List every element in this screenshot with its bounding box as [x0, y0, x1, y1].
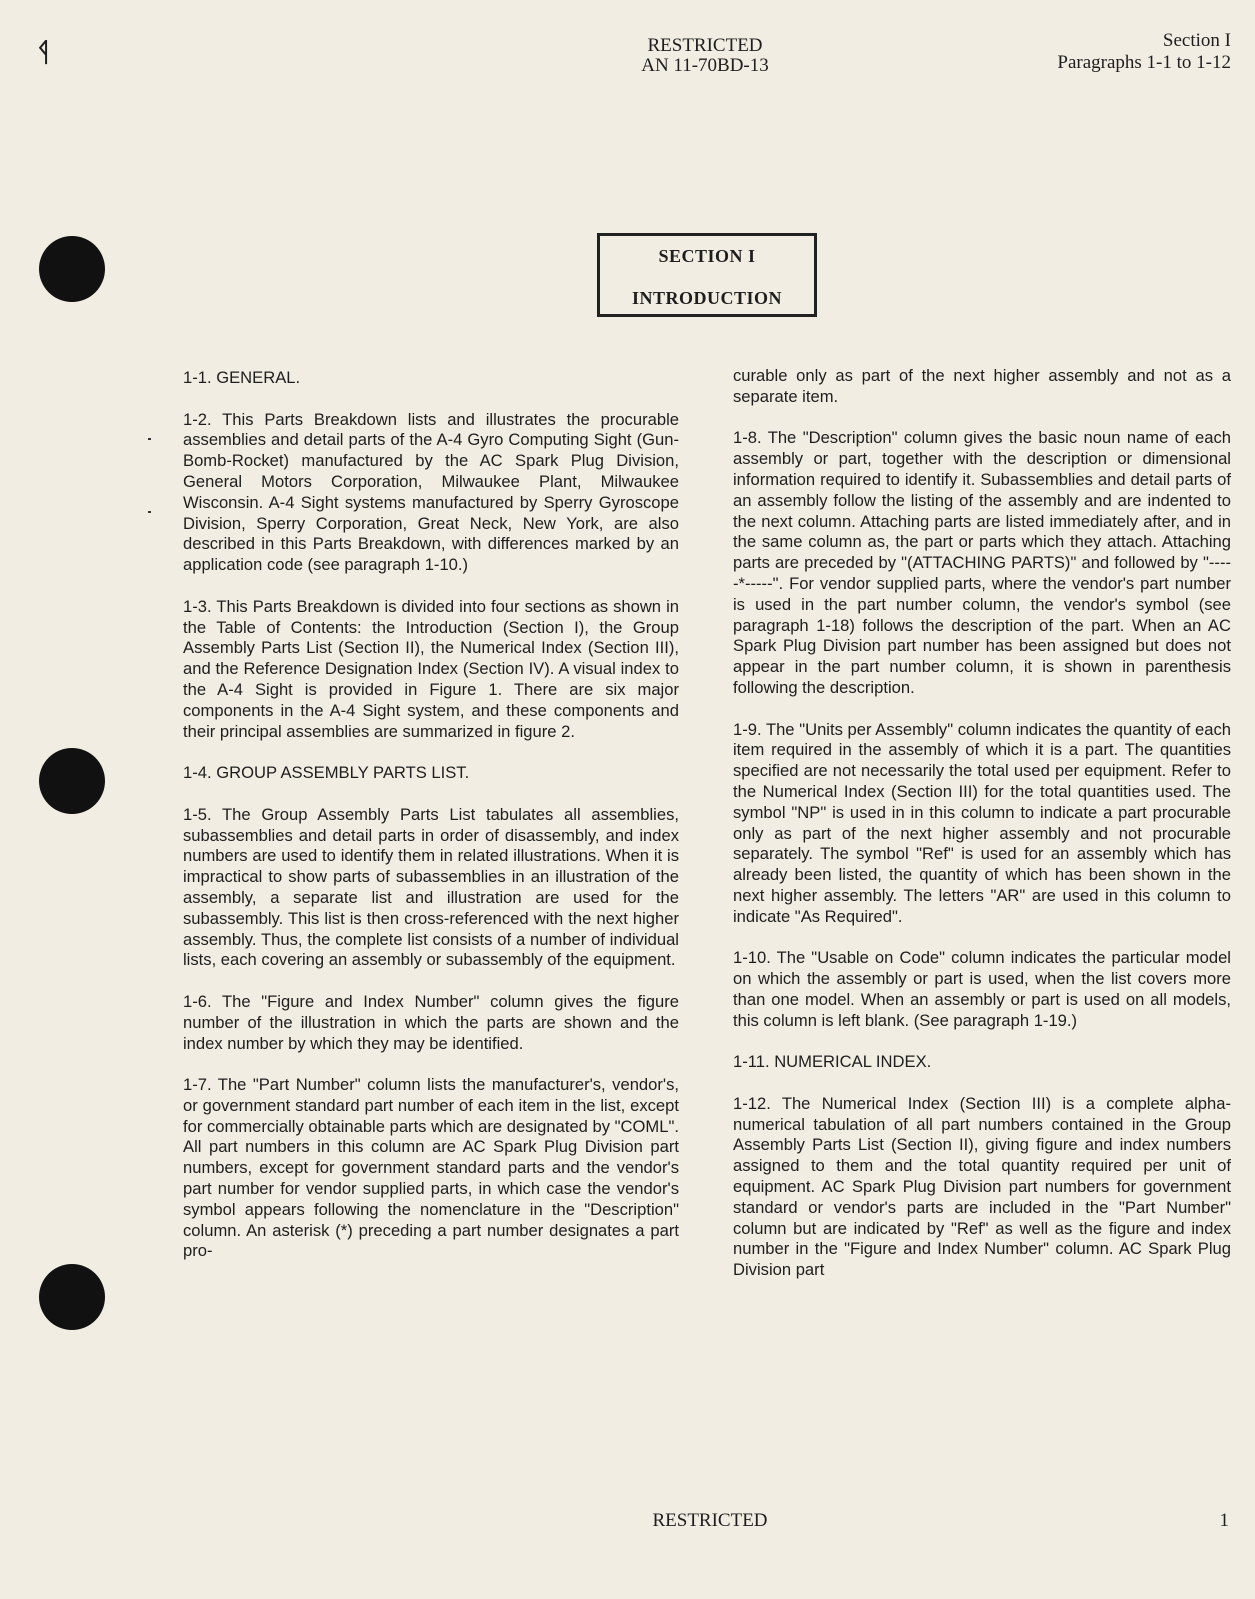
paragraph: 1-5. The Group Assembly Parts List tabulates all assemblies, subassemblies and detail parts in order of disassembly, and index numbers are used to identify them in related illustrations. When it is impractical to show parts of subassemblies in an illustration of the assembly, a separate list and illustration are used for the subassembly. This list is then cross-referenced with the next higher assembly. Thus, the complete list consists of a number of individual lists, each covering an assembly or subassembly of the equipment.: [183, 804, 679, 970]
margin-mark: [148, 438, 151, 440]
binder-hole-top: [39, 236, 105, 302]
header-paragraphs-label: Paragraphs 1-1 to 1-12: [1057, 52, 1231, 73]
corner-mark: ᛩ: [36, 38, 52, 67]
paragraph: 1-12. The Numerical Index (Section III) is a complete alpha-numerical tabulation of all part numbers contained in the Group Assembly Parts List (Section II), giving figure and index numbers assigned to them and the total quantity required per unit of equipment. AC Spark Plug Division part numbers for government standard or vendor's parts are included in the "Part Number" column but are indicated by "Ref" as well as the figure and index number in the "Figure and Index Number" column. AC Spark Plug Division part: [733, 1093, 1231, 1280]
binder-hole-middle: [39, 748, 105, 814]
paragraph: 1-3. This Parts Breakdown is divided into four sections as shown in the Table of Contents: the Introduction (Section I), the Group Assembly Parts List (Section II), the Numerical Index (Section III), and the Reference Designation Index (Section IV). A visual index to the A-4 Sight is provided in Figure 1. There are six major components in the A-4 Sight system, and these components and their principal assemblies are summarized in figure 2.: [183, 596, 679, 741]
header-section-label: Section I: [1162, 30, 1231, 51]
header-classification: RESTRICTED: [647, 35, 763, 56]
footer-classification: RESTRICTED: [652, 1510, 768, 1531]
paragraph: 1-2. This Parts Breakdown lists and illustrates the procurable assemblies and detail parts of the A-4 Gyro Computing Sight (Gun-Bomb-Rocket) manufactured by the AC Spark Plug Division, General Motors Corporation, Milwaukee Plant, Milwaukee Wisconsin. A-4 Sight systems manufactured by Sperry Gyroscope Division, Sperry Corporation, Great Neck, New York, are also described in this Parts Breakdown, with differences marked by an application code (see paragraph 1-10.): [183, 409, 679, 575]
binder-hole-bottom: [39, 1264, 105, 1330]
section-title: INTRODUCTION: [631, 288, 783, 308]
page-number: 1: [1219, 1510, 1229, 1531]
margin-mark: [148, 511, 151, 513]
paragraph-heading: 1-11. NUMERICAL INDEX.: [733, 1052, 932, 1072]
paragraph: 1-7. The "Part Number" column lists the manufacturer's, vendor's, or government standard part number of each item in the list, except for commercially obtainable parts which are designated by "COML". All part numbers in this column are AC Spark Plug Division part numbers, except for government standard parts and the vendor's part number for vendor supplied parts, in which case the vendor's symbol appears following the nomenclature in the "Description" column. An asterisk (*) preceding a part number designates a part pro-: [183, 1075, 679, 1261]
left-text-column: [183, 368, 679, 1283]
paragraph-heading: 1-1. GENERAL.: [183, 368, 301, 387]
section-number: SECTION I: [658, 246, 756, 266]
paragraph: 1-6. The "Figure and Index Number" column gives the figure number of the illustration in which the parts are shown and the index number by which they may be identified.: [183, 991, 679, 1053]
page-header-right: [1057, 30, 1231, 74]
right-text-column: [733, 366, 1231, 1302]
section-title-box: [597, 233, 817, 317]
paragraph: curable only as part of the next higher assembly and not as a separate item.: [733, 366, 1231, 406]
paragraph: 1-8. The "Description" column gives the basic noun name of each assembly or part, together with the description or dimensional information required to identify it. Subassemblies and detail parts of an assembly follow the listing of the assembly and are indented to the next column. Attaching parts are listed immediately after, and in the same column as, the part or parts which they attach. Attaching parts are preceded by "(ATTACHING PARTS)" and followed by "-----*-----". For vendor supplied parts, where the vendor's part number is used in the part number column, the vendor's symbol (see paragraph 1-18) follows the description of the part. When an AC Spark Plug Division part number has been assigned but does not appear in the part number column, it is shown in parenthesis following the description.: [733, 428, 1231, 697]
paragraph: 1-10. The "Usable on Code" column indicates the particular model on which the assembly or part is used, when the list covers more than one model. When an assembly or part is used on all models, this column is left blank. (See paragraph 1-19.): [733, 948, 1231, 1030]
paragraph: 1-9. The "Units per Assembly" column indicates the quantity of each item required in the assembly of which it is a part. The quantities specified are not necessarily the total used per equipment. Refer to the Numerical Index (Section III) for the total quantities used. The symbol "NP" is used in in this column to indicate a part procurable only as part of the next higher assembly and not procurable separately. The symbol "Ref" is used for an assembly which has already been listed, the quantity of which has been shown in the next higher assembly. The letters "AR" are used in this column to indicate "As Required".: [733, 719, 1231, 926]
header-doc-number: AN 11-70BD-13: [641, 55, 769, 76]
page-header-center: [590, 36, 820, 76]
paragraph-heading: 1-4. GROUP ASSEMBLY PARTS LIST.: [183, 763, 470, 783]
